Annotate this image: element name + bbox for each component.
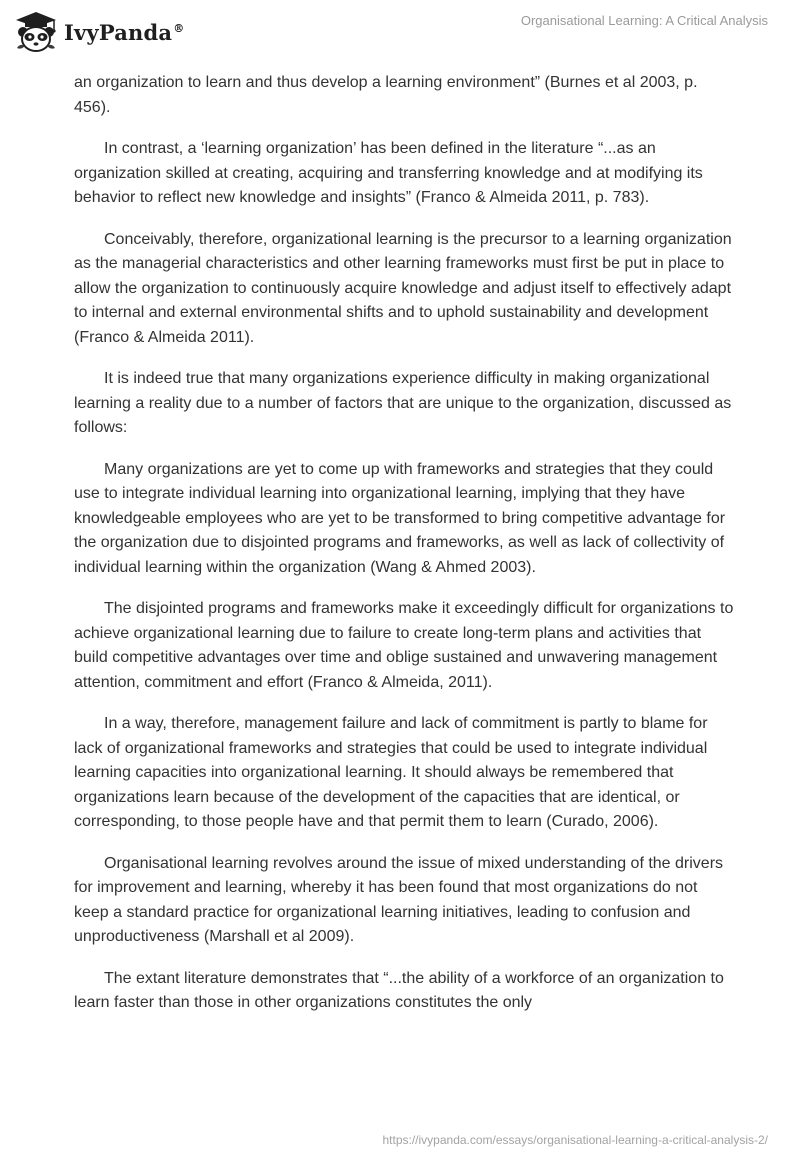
paragraph: In a way, therefore, management failure and lack of commitment is partly to blame for lack of organizational frameworks and strategies that could be used to integrate individual learning capacities into organizational learning. It should always be remembered that organizations learn because of the development of the capacities that are identical, or corresponding, to those people have and that permit them to learn (Curado, 2006). — [74, 715, 708, 830]
paragraph: Many organizations are yet to come up with frameworks and strategies that they could use to integrate individual learning into organizational learning, implying that they have knowledgeable employees who are yet to be transformed to bring competitive advantage for the organization due to disjointed programs and frameworks, as well as lack of collectivity of individual learning within the organization (Wang & Ahmed 2003). — [74, 460, 726, 576]
paragraph: The extant literature demonstrates that “...the ability of a workforce of an organization to learn faster than those in other organizations constitutes the only — [74, 969, 724, 1011]
essay-body — [74, 71, 734, 1033]
paragraph: In contrast, a ‘learning organization’ has been defined in the literature “...as an organization skilled at creating, acquiring and transferring knowledge and at modifying its behavior to reflect new knowledge and insights” (Franco & Almeida 2011, p. 783). — [74, 140, 703, 206]
paragraph: an organization to learn and thus develop a learning environment” (Burnes et al 2003, p. 456). — [74, 74, 698, 116]
brand-name: IvyPanda® — [64, 19, 185, 45]
panda-graduate-icon — [14, 10, 58, 54]
paragraph: Organisational learning revolves around the issue of mixed understanding of the drivers for improvement and learning, whereby it has been found that most organizations do not keep a standard practice for organizational learning initiatives, leading to confusion and unproductiveness (Marshall et al 2009). — [74, 854, 724, 945]
page-header — [0, 0, 800, 64]
ivypanda-logo[interactable] — [14, 10, 184, 54]
document-title: Organisational Learning: A Critical Analysis — [520, 13, 768, 28]
paragraph: It is indeed true that many organizations experience difficulty in making organizational learning a reality due to a number of factors that are unique to the organization, discussed as follows: — [74, 370, 732, 436]
paragraph: The disjointed programs and frameworks make it exceedingly difficult for organizations to achieve organizational learning due to failure to create long-term plans and activities that build competitive advantages over time and oblige sustained and unwavering management attention, commitment and effort (Franco & Almeida, 2011). — [74, 600, 734, 691]
source-url-link[interactable]: https://ivypanda.com/essays/organisational-learning-a-critical-analysis-2/ — [382, 1133, 768, 1147]
paragraph: Conceivably, therefore, organizational learning is the precursor to a learning organization as the managerial characteristics and other learning frameworks must first be put in place to allow the organization to continuously acquire knowledge and adjust itself to effectively adapt to internal and external environmental shifts and to uphold sustainability and development (Franco & Almeida 2011). — [74, 230, 732, 346]
registered-mark: ® — [173, 21, 185, 35]
